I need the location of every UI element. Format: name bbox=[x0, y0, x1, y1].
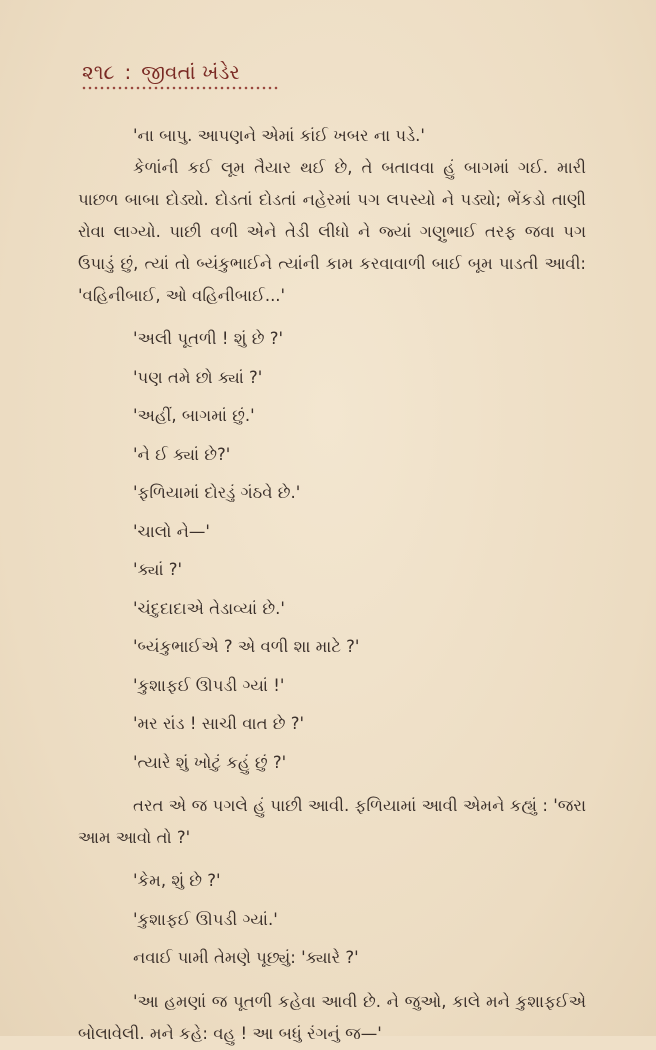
paragraph: તરત એ જ પગલે હું પાછી આવી. ફળિયામાં આવી એમને કહ્યું : 'જરા આમ આવો તો ?' bbox=[78, 796, 586, 847]
paragraph: 'ના બાપુ. આપણને એમાં કાંઈ ખબર ના પડે.' bbox=[133, 126, 425, 145]
dialogue-line: 'કેમ, શું છે ?' bbox=[133, 871, 221, 890]
running-head bbox=[82, 60, 586, 84]
header-dotted-rule bbox=[82, 86, 278, 90]
dialogue-line: 'કુશાફઈ ઊપડી ગ્યાં.' bbox=[133, 909, 278, 929]
book-title: જીવતાં ખંડેર bbox=[141, 60, 240, 84]
dialogue-line: 'ત્યારે શું ખોટું કહું છું ?' bbox=[133, 752, 287, 772]
dialogue-line: 'અહીં, બાગમાં છું.' bbox=[133, 406, 255, 425]
dialogue-line: 'અલી પૂતળી ! શું છે ?' bbox=[133, 329, 283, 348]
page-number: ૨૧૮ bbox=[82, 60, 115, 84]
dialogue-line: 'કુશાફઈ ઊપડી ગ્યાં !' bbox=[133, 675, 285, 695]
dialogue-line: 'પણ તમે છો ક્યાં ?' bbox=[133, 367, 263, 387]
header-separator: : bbox=[124, 60, 132, 84]
paragraph: કેળાંની કઈ લૂમ તૈયાર થઈ છે, તે બતાવવા હું બાગમાં ગઈ. મારી પાછળ બાબા દોડ્યો. દોડતાં દોડતાં નહેરમાં પગ લપસ્યો ને પડ્યો; ભેંકડો તાણી રોવા લાગ્યો. પાછી વળી એને તેડી લીધો ને જ્યાં ગણુભાઈ તરફ જવા પગ ઉપાડું છું, ત્યાં તો બ્યંકુભાઈને ત્યાંની કામ કરવાવાળી બાઈ બૂમ પાડતી આવી: 'વહિનીબાઈ, ઓ વહિનીબાઈ...' bbox=[78, 158, 586, 305]
dialogue-line: 'ને ઈ ક્યાં છે?' bbox=[133, 444, 231, 464]
dialogue-line: નવાઈ પામી તેમણે પૂછ્યું: 'ક્યારે ?' bbox=[133, 948, 359, 967]
dialogue-line: 'બ્યંકુભાઈએ ? એ વળી શા માટે ?' bbox=[133, 637, 360, 656]
dialogue-line: 'ચંદુદાદાએ તેડાવ્યાં છે.' bbox=[133, 598, 285, 618]
dialogue-line: 'ક્યાં ?' bbox=[133, 560, 183, 579]
dialogue-line: 'ફળિયામાં દોરડું ગંઠવે છે.' bbox=[133, 483, 301, 502]
dialogue-line: 'ચાલો ને—' bbox=[133, 521, 210, 541]
paragraph: 'આ હમણાં જ પૂતળી કહેવા આવી છે. ને જુઓ, કાલે મને કુશાફઈએ બોલાવેલી. મને કહે: વહુ ! આ બધું રંગનું જ—' bbox=[78, 991, 586, 1043]
body-text bbox=[78, 120, 586, 1050]
dialogue-line: 'મર રાંડ ! સાચી વાત છે ?' bbox=[133, 714, 305, 733]
